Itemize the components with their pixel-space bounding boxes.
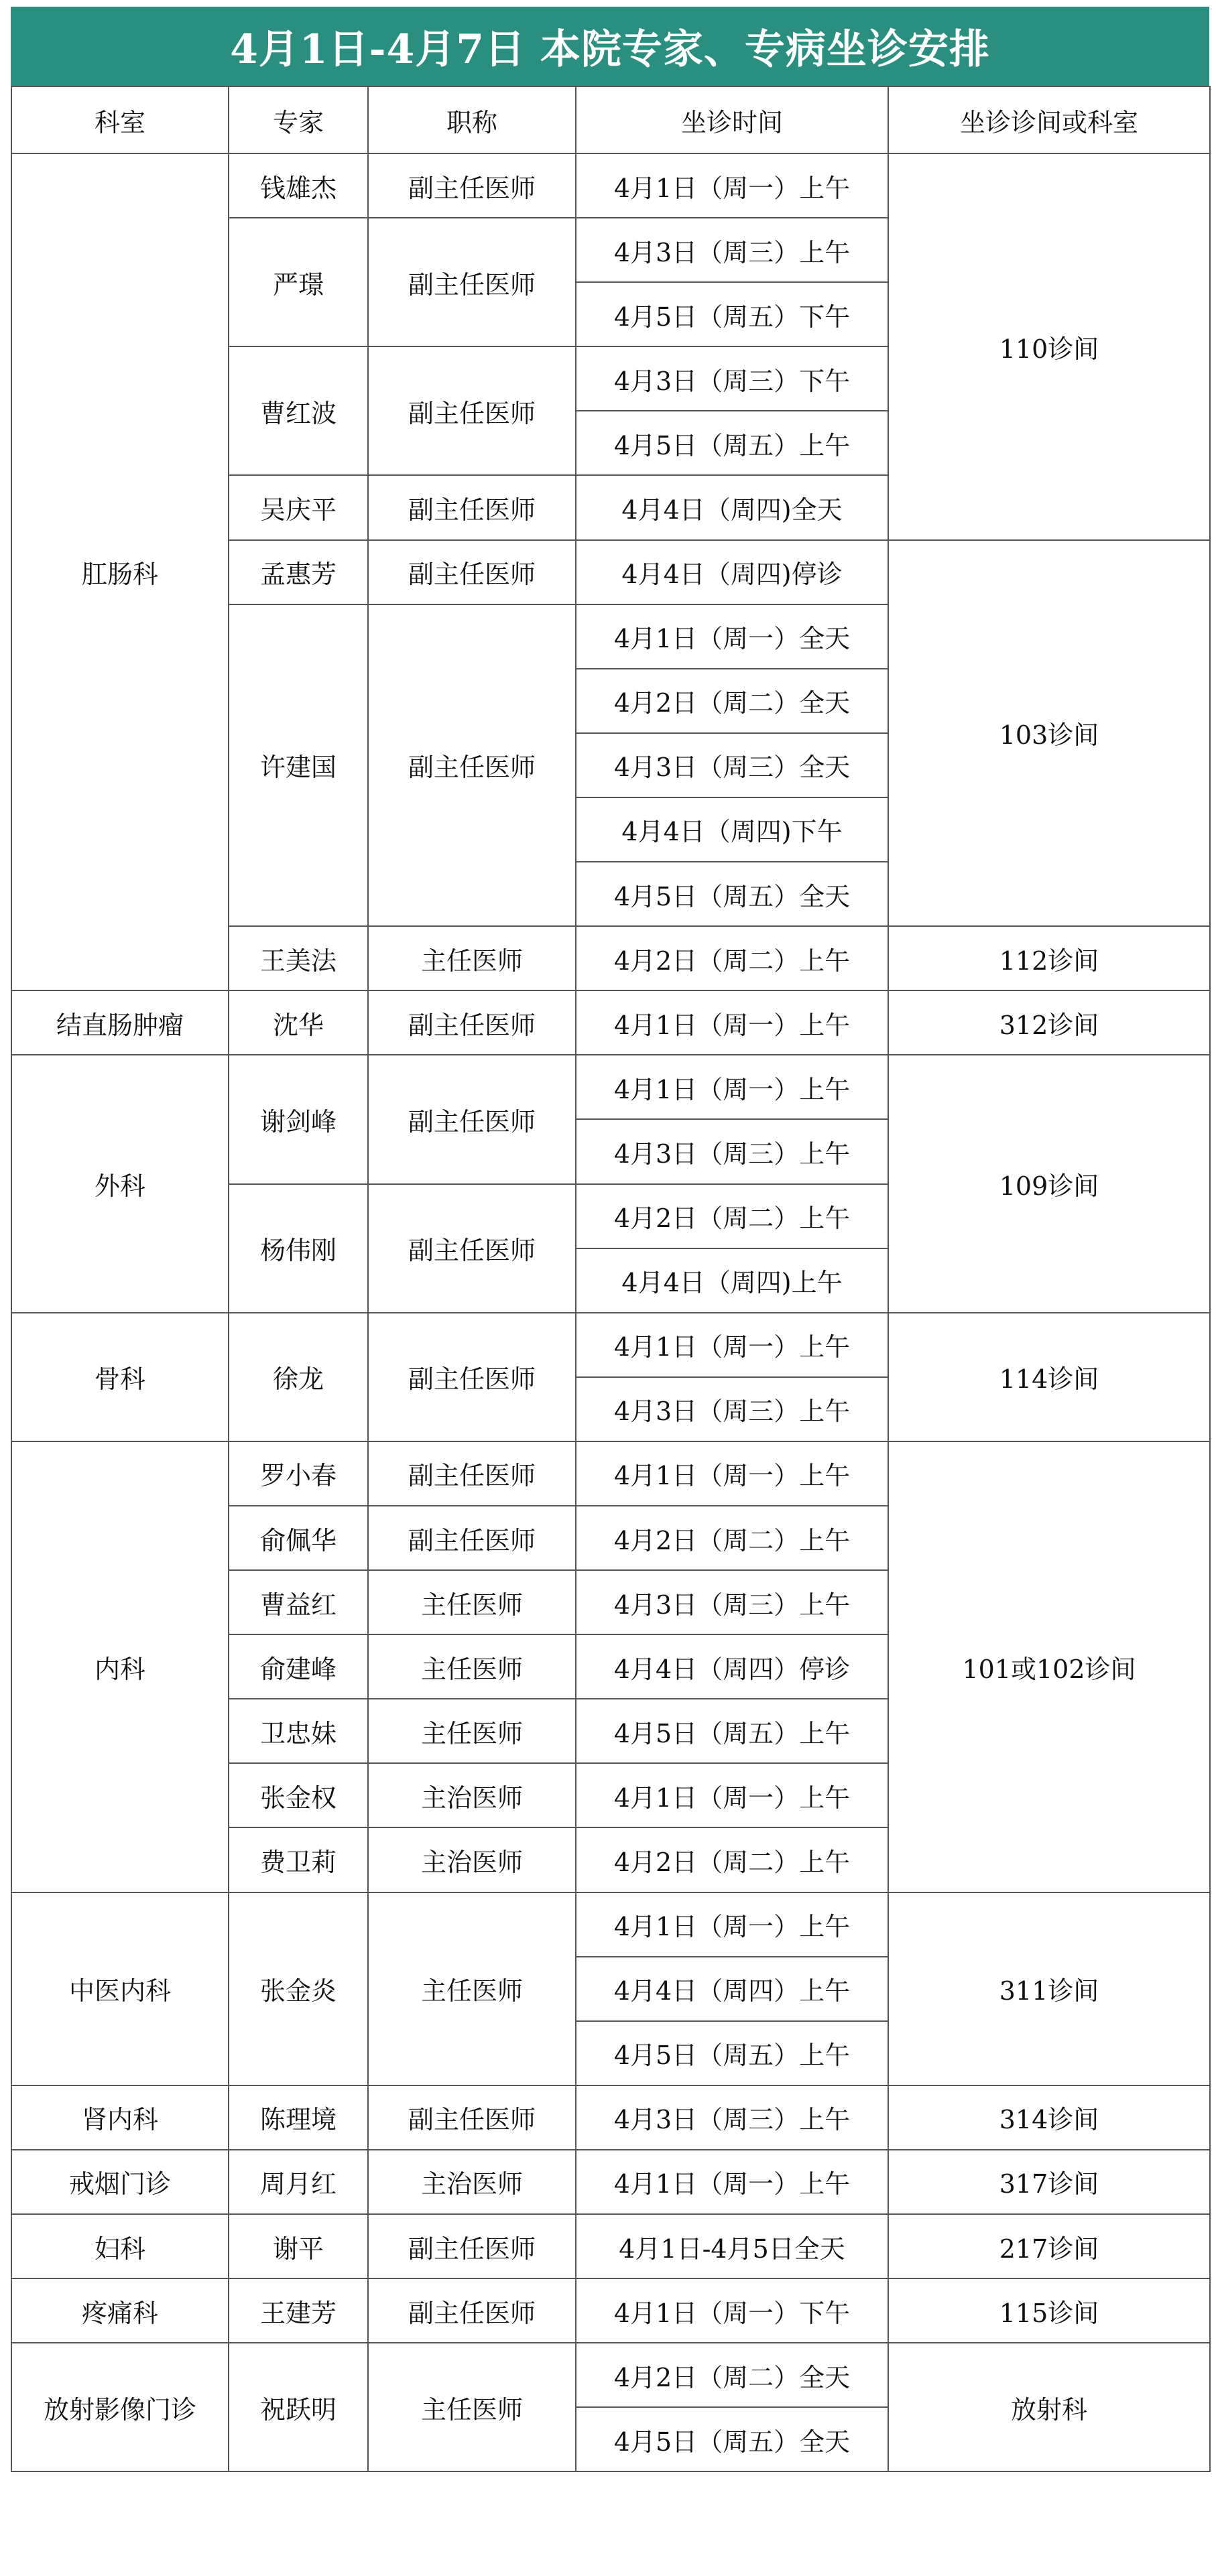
expert-name-cell: 严璟 xyxy=(229,218,368,346)
expert-title-cell: 主治医师 xyxy=(368,1827,576,1892)
schedule-time-cell: 4月3日（周三）上午 xyxy=(576,1570,888,1634)
expert-name-cell: 费卫莉 xyxy=(229,1827,368,1892)
table-row xyxy=(11,2150,1210,2214)
schedule-time-cell: 4月2日（周二）上午 xyxy=(576,1827,888,1892)
schedule-time-cell: 4月1日（周一）上午 xyxy=(576,2150,888,2214)
expert-title-cell: 副主任医师 xyxy=(368,218,576,346)
expert-name-cell: 张金权 xyxy=(229,1763,368,1827)
expert-name-cell: 卫忠妹 xyxy=(229,1699,368,1763)
room-cell: 115诊间 xyxy=(888,2278,1210,2343)
room-cell: 放射科 xyxy=(888,2343,1210,2471)
schedule-time-cell: 4月1日（周一）下午 xyxy=(576,2278,888,2343)
schedule-time-cell: 4月4日（周四)全天 xyxy=(576,475,888,539)
room-cell: 112诊间 xyxy=(888,926,1210,990)
expert-title-cell: 主治医师 xyxy=(368,1763,576,1827)
expert-title-cell: 副主任医师 xyxy=(368,1313,576,1441)
table-row xyxy=(11,1892,1210,1957)
expert-name-cell: 许建国 xyxy=(229,604,368,926)
schedule-time-cell: 4月3日（周三）上午 xyxy=(576,2085,888,2150)
expert-title-cell: 副主任医师 xyxy=(368,2214,576,2278)
schedule-time-cell: 4月3日（周三）全天 xyxy=(576,733,888,797)
room-cell: 317诊间 xyxy=(888,2150,1210,2214)
expert-title-cell: 副主任医师 xyxy=(368,1506,576,1570)
schedule-time-cell: 4月1日（周一）上午 xyxy=(576,1892,888,1957)
schedule-time-cell: 4月1日（周一）上午 xyxy=(576,1313,888,1377)
page-title: 4月1日-4月7日 本院专家、专病坐诊安排 xyxy=(11,7,1209,86)
schedule-time-cell: 4月4日（周四)下午 xyxy=(576,797,888,862)
department-cell: 疼痛科 xyxy=(11,2278,229,2343)
expert-name-cell: 曹红波 xyxy=(229,346,368,475)
expert-name-cell: 谢平 xyxy=(229,2214,368,2278)
expert-title-cell: 主任医师 xyxy=(368,1570,576,1634)
table-row xyxy=(11,153,1210,218)
expert-title-cell: 主任医师 xyxy=(368,2343,576,2471)
schedule-time-cell: 4月1日-4月5日全天 xyxy=(576,2214,888,2278)
expert-title-cell: 副主任医师 xyxy=(368,475,576,539)
expert-name-cell: 俞建峰 xyxy=(229,1634,368,1699)
table-row xyxy=(11,1441,1210,1506)
expert-title-cell: 主治医师 xyxy=(368,2150,576,2214)
expert-name-cell: 陈理境 xyxy=(229,2085,368,2150)
schedule-time-cell: 4月4日（周四）上午 xyxy=(576,1957,888,2021)
expert-title-cell: 主任医师 xyxy=(368,926,576,990)
expert-name-cell: 王美法 xyxy=(229,926,368,990)
department-cell: 戒烟门诊 xyxy=(11,2150,229,2214)
schedule-table xyxy=(11,86,1211,2472)
schedule-time-cell: 4月4日（周四）停诊 xyxy=(576,1634,888,1699)
expert-title-cell: 副主任医师 xyxy=(368,1184,576,1313)
room-cell: 103诊间 xyxy=(888,540,1210,927)
schedule-time-cell: 4月1日（周一）上午 xyxy=(576,1763,888,1827)
expert-title-cell: 主任医师 xyxy=(368,1699,576,1763)
expert-title-cell: 副主任医师 xyxy=(368,1055,576,1183)
schedule-time-cell: 4月1日（周一）上午 xyxy=(576,990,888,1055)
department-cell: 放射影像门诊 xyxy=(11,2343,229,2471)
expert-name-cell: 周月红 xyxy=(229,2150,368,2214)
schedule-body xyxy=(11,153,1210,2471)
table-row xyxy=(11,1313,1210,1377)
department-cell: 外科 xyxy=(11,1055,229,1312)
room-cell: 312诊间 xyxy=(888,990,1210,1055)
expert-name-cell: 沈华 xyxy=(229,990,368,1055)
schedule-time-cell: 4月5日（周五）全天 xyxy=(576,2407,888,2471)
expert-title-cell: 副主任医师 xyxy=(368,604,576,926)
expert-title-cell: 副主任医师 xyxy=(368,1441,576,1506)
header-row xyxy=(11,86,1210,153)
schedule-time-cell: 4月2日（周二）全天 xyxy=(576,669,888,733)
schedule-time-cell: 4月3日（周三）上午 xyxy=(576,1119,888,1183)
schedule-time-cell: 4月1日（周一）全天 xyxy=(576,604,888,669)
expert-name-cell: 曹益红 xyxy=(229,1570,368,1634)
department-cell: 肛肠科 xyxy=(11,153,229,990)
expert-name-cell: 张金炎 xyxy=(229,1892,368,2085)
expert-name-cell: 徐龙 xyxy=(229,1313,368,1441)
schedule-time-cell: 4月5日（周五）上午 xyxy=(576,411,888,475)
schedule-time-cell: 4月5日（周五）上午 xyxy=(576,1699,888,1763)
expert-title-cell: 副主任医师 xyxy=(368,990,576,1055)
schedule-time-cell: 4月4日（周四)停诊 xyxy=(576,540,888,604)
header-time: 坐诊时间 xyxy=(576,86,888,153)
schedule-time-cell: 4月1日（周一）上午 xyxy=(576,153,888,218)
expert-name-cell: 孟惠芳 xyxy=(229,540,368,604)
schedule-time-cell: 4月4日（周四)上午 xyxy=(576,1248,888,1313)
department-cell: 结直肠肿瘤 xyxy=(11,990,229,1055)
header-title: 职称 xyxy=(368,86,576,153)
schedule-time-cell: 4月2日（周二）上午 xyxy=(576,926,888,990)
expert-title-cell: 副主任医师 xyxy=(368,346,576,475)
schedule-time-cell: 4月5日（周五）上午 xyxy=(576,2021,888,2085)
table-row xyxy=(11,1055,1210,1119)
department-cell: 中医内科 xyxy=(11,1892,229,2085)
expert-title-cell: 副主任医师 xyxy=(368,153,576,218)
table-row xyxy=(11,990,1210,1055)
room-cell: 114诊间 xyxy=(888,1313,1210,1441)
schedule-time-cell: 4月3日（周三）上午 xyxy=(576,1377,888,1441)
expert-title-cell: 副主任医师 xyxy=(368,540,576,604)
table-row xyxy=(11,2278,1210,2343)
room-cell: 110诊间 xyxy=(888,153,1210,540)
expert-name-cell: 吴庆平 xyxy=(229,475,368,539)
room-cell: 311诊间 xyxy=(888,1892,1210,2085)
expert-title-cell: 副主任医师 xyxy=(368,2085,576,2150)
room-cell: 101或102诊间 xyxy=(888,1441,1210,1892)
header-department: 科室 xyxy=(11,86,229,153)
expert-name-cell: 谢剑峰 xyxy=(229,1055,368,1183)
expert-title-cell: 副主任医师 xyxy=(368,2278,576,2343)
expert-name-cell: 罗小春 xyxy=(229,1441,368,1506)
expert-name-cell: 钱雄杰 xyxy=(229,153,368,218)
expert-title-cell: 主任医师 xyxy=(368,1892,576,2085)
department-cell: 妇科 xyxy=(11,2214,229,2278)
schedule-time-cell: 4月3日（周三）上午 xyxy=(576,218,888,282)
schedule-time-cell: 4月1日（周一）上午 xyxy=(576,1441,888,1506)
room-cell: 217诊间 xyxy=(888,2214,1210,2278)
room-cell: 314诊间 xyxy=(888,2085,1210,2150)
expert-name-cell: 王建芳 xyxy=(229,2278,368,2343)
schedule-time-cell: 4月3日（周三）下午 xyxy=(576,346,888,411)
schedule-time-cell: 4月5日（周五）下午 xyxy=(576,282,888,346)
schedule-time-cell: 4月5日（周五）全天 xyxy=(576,862,888,926)
schedule-time-cell: 4月2日（周二）全天 xyxy=(576,2343,888,2407)
schedule-time-cell: 4月1日（周一）上午 xyxy=(576,1055,888,1119)
header-expert: 专家 xyxy=(229,86,368,153)
expert-name-cell: 祝跃明 xyxy=(229,2343,368,2471)
department-cell: 肾内科 xyxy=(11,2085,229,2150)
expert-title-cell: 主任医师 xyxy=(368,1634,576,1699)
room-cell: 109诊间 xyxy=(888,1055,1210,1312)
expert-name-cell: 杨伟刚 xyxy=(229,1184,368,1313)
table-row xyxy=(11,2085,1210,2150)
header-room: 坐诊诊间或科室 xyxy=(888,86,1210,153)
table-row xyxy=(11,2214,1210,2278)
department-cell: 骨科 xyxy=(11,1313,229,1441)
table-row xyxy=(11,2343,1210,2407)
department-cell: 内科 xyxy=(11,1441,229,1892)
schedule-time-cell: 4月2日（周二）上午 xyxy=(576,1506,888,1570)
expert-name-cell: 俞佩华 xyxy=(229,1506,368,1570)
schedule-time-cell: 4月2日（周二）上午 xyxy=(576,1184,888,1248)
